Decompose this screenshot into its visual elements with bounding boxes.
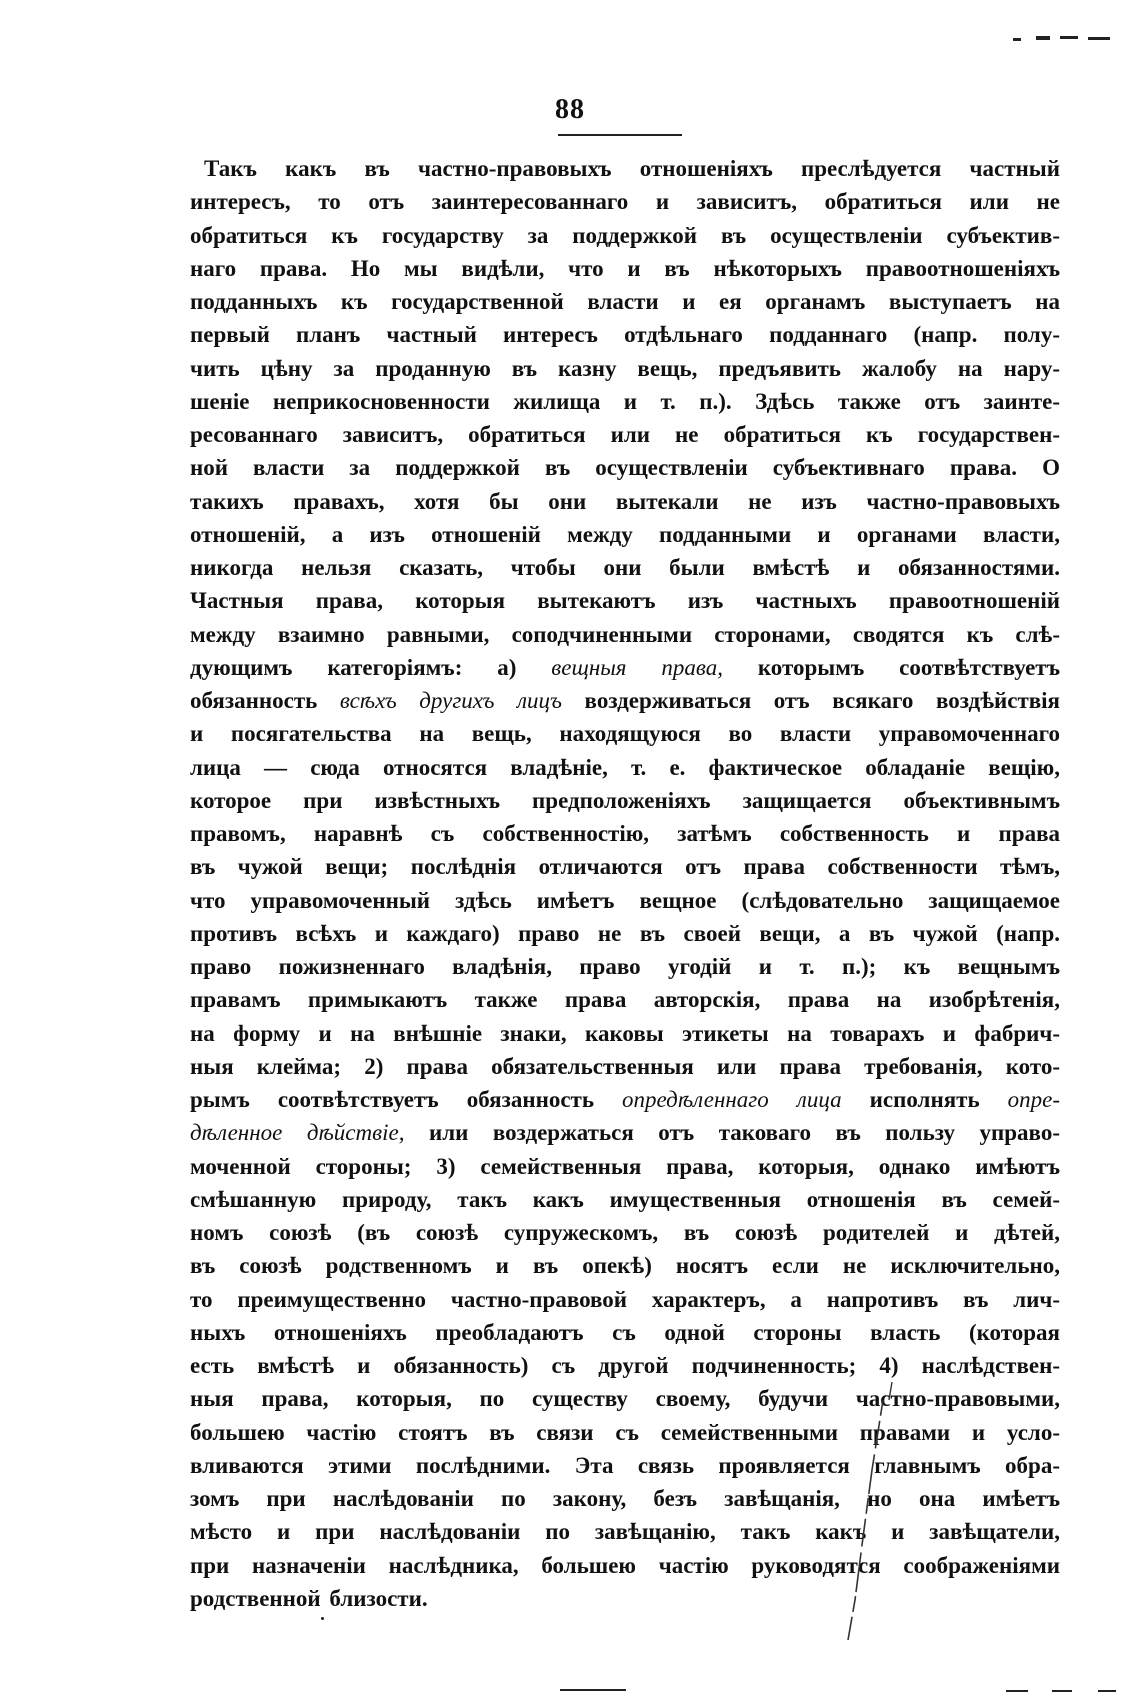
scan-mark-top-right xyxy=(1013,38,1021,41)
scan-mark-bottom xyxy=(560,1689,626,1691)
text-line xyxy=(190,1116,1060,1149)
text-run: исполнять xyxy=(841,1087,1008,1112)
text-run: что управомоченный здѣсь имѣетъ вещное (слѣдовательно защищаемое xyxy=(190,887,1060,913)
text-line xyxy=(190,1416,1060,1449)
text-line xyxy=(190,1515,1060,1548)
text-line xyxy=(190,152,1060,185)
text-line xyxy=(190,1216,1060,1249)
scan-speck xyxy=(321,1617,324,1620)
text-run: на форму и на внѣшніе знаки, каковы этикеты на товарахъ и фабрич- xyxy=(190,1020,1060,1046)
scan-mark-bottom xyxy=(1098,1690,1116,1692)
text-run: вливаются этими послѣдними. Эта связь проявляется главнымъ обра- xyxy=(190,1452,1060,1478)
text-run: въ чужой вещи; послѣднія отличаются отъ права собственности тѣмъ, xyxy=(190,854,1060,880)
page-number-rule xyxy=(558,134,682,136)
text-line xyxy=(190,352,1060,385)
text-line xyxy=(190,817,1060,850)
text-line xyxy=(190,219,1060,252)
italic-text-run: опредѣленнаго лица xyxy=(622,1087,842,1112)
text-run: первый планъ частный интересъ отдѣльнаго подданнаго (напр. полу- xyxy=(190,322,1060,348)
text-line xyxy=(190,651,1060,684)
text-run: противъ всѣхъ и каждаго) право не въ своей вещи, а въ чужой (напр. xyxy=(190,920,1060,946)
text-run: правомъ, наравнѣ съ собственностію, затѣмъ собственность и права xyxy=(190,821,1060,846)
text-line xyxy=(190,551,1060,584)
text-line xyxy=(190,784,1060,817)
text-line xyxy=(190,850,1060,883)
text-line xyxy=(190,485,1060,518)
page-number: 88 xyxy=(555,94,585,125)
text-run: или воздержаться отъ таковаго въ пользу управо- xyxy=(404,1120,1060,1146)
text-run: мѣсто и при наслѣдованіи по завѣщанію, такъ какъ и завѣщатели, xyxy=(190,1519,1060,1545)
text-run: въ союзѣ родственномъ и въ опекѣ) носятъ если не исключительно, xyxy=(190,1253,1060,1279)
text-run: право пожизненнаго владѣнія, право угодій и т. п.); къ вещнымъ xyxy=(190,954,1060,979)
text-line xyxy=(190,717,1060,750)
text-run: обязанность xyxy=(190,688,340,713)
text-run: шеніе неприкосновенности жилища и т. п.). Здѣсь также отъ заинте- xyxy=(190,388,1060,414)
scan-mark-bottom xyxy=(1006,1690,1028,1692)
text-run: лица — сюда относятся владѣніе, т. е. фактическое обладаніе вещію, xyxy=(190,754,1060,780)
text-line xyxy=(190,1316,1060,1349)
text-line xyxy=(190,1549,1060,1582)
text-run: есть вмѣстѣ и обязанность) съ другой подчиненность; 4) наслѣдствен- xyxy=(190,1353,1060,1378)
text-line xyxy=(190,1183,1060,1216)
text-run: номъ союзѣ (въ союзѣ супружескомъ, въ союзѣ родителей и дѣтей, xyxy=(190,1220,1060,1245)
text-run: подданныхъ къ государственной власти и ея органамъ выступаетъ на xyxy=(190,289,1060,314)
text-line xyxy=(190,1449,1060,1482)
text-line xyxy=(190,1050,1060,1083)
text-line xyxy=(190,285,1060,318)
text-run: моченной стороны; 3) семейственныя права, которыя, однако имѣютъ xyxy=(190,1153,1060,1179)
scan-mark-top-right xyxy=(1036,36,1050,40)
text-line xyxy=(190,618,1060,651)
body-text xyxy=(190,152,1060,1615)
text-run: никогда нельзя сказать, чтобы они были вмѣстѣ и обязанностями. xyxy=(190,555,1060,580)
text-run: ныя клейма; 2) права обязательственныя или права требованія, кото- xyxy=(190,1053,1060,1079)
text-line xyxy=(190,1283,1060,1316)
italic-text-run: вещныя права, xyxy=(551,654,723,680)
scan-mark-top-right xyxy=(1060,36,1078,39)
text-run: чить цѣну за проданную въ казну вещь, предъявить жалобу на нару- xyxy=(190,355,1060,381)
text-run: ресованнаго зависитъ, обратиться или не обратиться къ государствен- xyxy=(190,422,1060,447)
text-line xyxy=(190,518,1060,551)
text-line xyxy=(190,1083,1060,1116)
text-line xyxy=(190,185,1060,218)
text-line xyxy=(190,1382,1060,1415)
text-run: ныхъ отношеніяхъ преобладаютъ съ одной стороны власть (которая xyxy=(190,1319,1060,1345)
italic-text-run: всѣхъ другихъ лицъ xyxy=(339,688,562,713)
text-run: Такъ какъ въ частно-правовыхъ отношеніяхъ преслѣдуется частный xyxy=(204,156,1060,181)
text-line xyxy=(190,1150,1060,1183)
text-run: большею частію стоятъ въ связи съ семейственными правами и усло- xyxy=(190,1419,1060,1445)
text-run: обратиться къ государству за поддержкой въ осуществленіи субъектив- xyxy=(190,222,1060,248)
text-run: рымъ соотвѣтствуетъ обязанность xyxy=(190,1087,623,1112)
text-line xyxy=(190,451,1060,484)
text-line xyxy=(190,884,1060,917)
text-run: между взаимно равными, соподчиненными сторонами, сводятся къ слѣ- xyxy=(190,621,1060,647)
text-line xyxy=(190,318,1060,351)
text-run: и посягательства на вещь, находящуюся во власти управомоченнаго xyxy=(190,721,1060,747)
text-line xyxy=(190,1349,1060,1382)
text-run: ныя права, которыя, по существу своему, будучи частно-правовыми, xyxy=(190,1386,1060,1412)
text-run: воздерживаться отъ всякаго воздѣйствія xyxy=(561,688,1061,713)
text-run: интересъ, то отъ заинтересованнаго и зависитъ, обратиться или не xyxy=(190,189,1060,215)
text-run: родственной близости. xyxy=(190,1585,428,1611)
text-line xyxy=(190,1017,1060,1050)
text-run: Частныя права, которыя вытекаютъ изъ частныхъ правоотношеній xyxy=(190,588,1060,614)
text-line xyxy=(190,684,1060,717)
scan-mark-bottom xyxy=(1052,1690,1072,1692)
text-line xyxy=(190,1582,1060,1615)
scan-mark-top-right xyxy=(1088,37,1110,40)
text-run: ной власти за поддержкой въ осуществленіи субъективнаго права. О xyxy=(190,455,1060,481)
text-line xyxy=(190,917,1060,950)
text-line xyxy=(190,252,1060,285)
text-run: при назначеніи наслѣдника, большею частію руководятся соображеніями xyxy=(190,1552,1060,1578)
text-line xyxy=(190,983,1060,1016)
text-line xyxy=(190,385,1060,418)
text-run: которое при извѣстныхъ предположеніяхъ защищается объективнымъ xyxy=(190,787,1060,813)
text-run: такихъ правахъ, хотя бы они вытекали не изъ частно-правовыхъ xyxy=(190,488,1060,514)
text-line xyxy=(190,950,1060,983)
text-run: наго права. Но мы видѣли, что и въ нѣкоторыхъ правоотношеніяхъ xyxy=(190,255,1060,281)
italic-text-run: дѣленное дѣйствіе, xyxy=(190,1120,405,1146)
text-run: зомъ при наслѣдованіи по закону, безъ завѣщанія, но она имѣетъ xyxy=(190,1486,1060,1511)
text-run: которымъ соотвѣтствуетъ xyxy=(722,654,1061,680)
text-run: то преимущественно частно-правовой характеръ, а напротивъ въ лич- xyxy=(190,1286,1060,1312)
text-line xyxy=(190,584,1060,617)
text-line xyxy=(190,751,1060,784)
text-line xyxy=(190,1482,1060,1515)
text-run: дующимъ категоріямъ: а) xyxy=(190,654,552,680)
text-run: отношеній, а изъ отношеній между подданными и органами власти, xyxy=(190,521,1060,547)
italic-text-run: опре- xyxy=(1007,1087,1061,1112)
text-line xyxy=(190,1249,1060,1282)
text-run: смѣшанную природу, такъ какъ имущественныя отношенія въ семей- xyxy=(190,1186,1060,1212)
text-line xyxy=(190,418,1060,451)
text-run: правамъ примыкаютъ также права авторскія, права на изобрѣтенія, xyxy=(190,987,1060,1013)
